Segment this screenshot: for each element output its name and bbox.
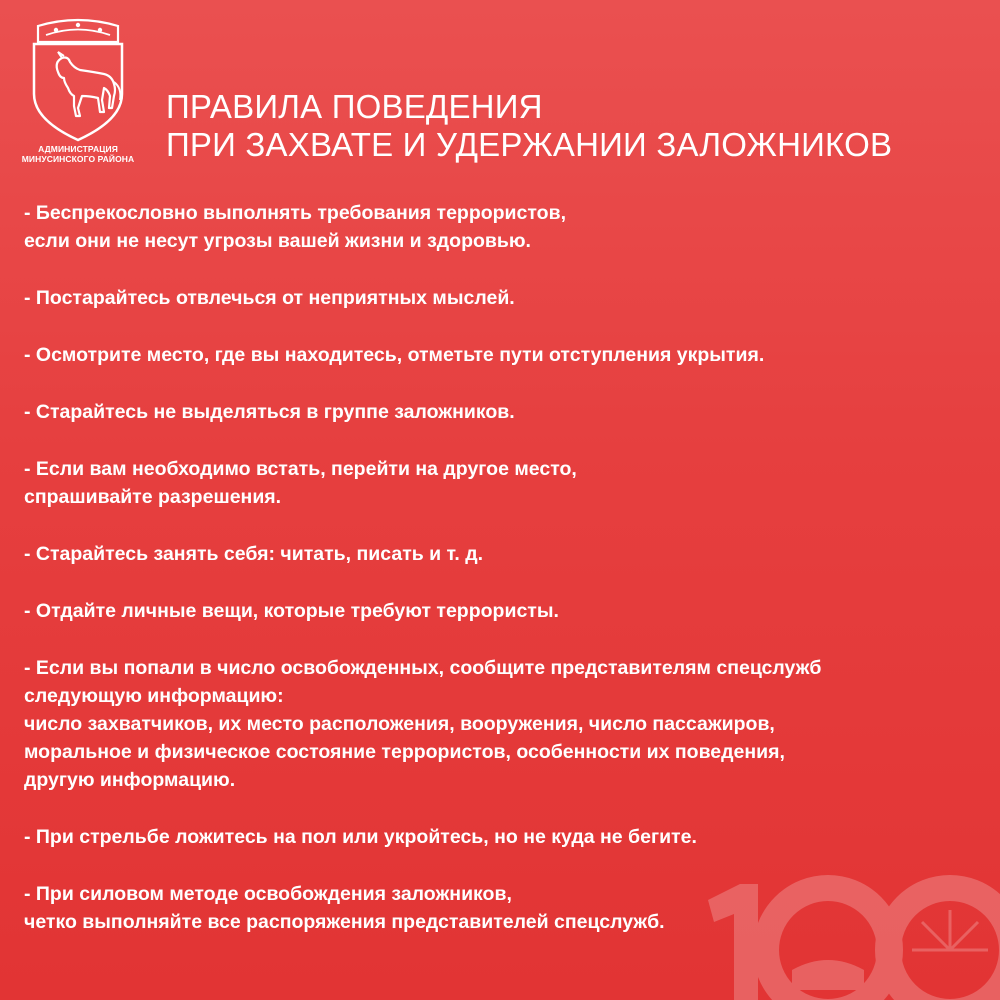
anniversary-100-watermark-icon xyxy=(700,860,1000,1000)
rule-text-line: следующую информацию: xyxy=(24,685,284,707)
rule-text-line: четко выполняйте все распоряжения представителей спецслужб. xyxy=(24,911,665,933)
rule-text-line: другую информацию. xyxy=(24,769,236,791)
rule-text-line: - Если вы попали в число освобожденных, сообщите представителям спецслужб xyxy=(24,657,822,679)
rule-item xyxy=(24,597,996,625)
rules-list xyxy=(24,199,996,965)
rule-text-line: - При стрельбе ложитесь на пол или укройтесь, но не куда не бегите. xyxy=(24,826,697,848)
rule-text-line: - Постарайтесь отвлечься от неприятных мыслей. xyxy=(24,287,515,309)
rule-text-line: - Осмотрите место, где вы находитесь, отметьте пути отступления укрытия. xyxy=(24,344,765,366)
rule-text-line: спрашивайте разрешения. xyxy=(24,486,282,508)
emblem-caption-line1: АДМИНИСТРАЦИЯ xyxy=(38,144,118,154)
rule-item xyxy=(24,398,996,426)
horse-coat-of-arms-icon xyxy=(28,16,128,144)
page-title xyxy=(166,88,892,164)
emblem xyxy=(20,16,136,166)
rule-text-line: - Если вам необходимо встать, перейти на другое место, xyxy=(24,458,577,480)
rule-item xyxy=(24,199,996,255)
page-title-line2: ПРИ ЗАХВАТЕ И УДЕРЖАНИИ ЗАЛОЖНИКОВ xyxy=(166,126,893,163)
rule-text-line: - При силовом методе освобождения заложников, xyxy=(24,883,512,905)
rule-item xyxy=(24,823,996,851)
rule-text-line: если они не несут угрозы вашей жизни и здоровью. xyxy=(24,230,531,252)
rule-text-line: число захватчиков, их место расположения, вооружения, число пассажиров, xyxy=(24,713,775,735)
rule-text-line: - Беспрекословно выполнять требования террористов, xyxy=(24,202,567,224)
rule-item xyxy=(24,654,996,794)
rule-text-line: - Старайтесь занять себя: читать, писать и т. д. xyxy=(24,543,484,565)
rule-item xyxy=(24,284,996,312)
rule-text-line: - Старайтесь не выделяться в группе заложников. xyxy=(24,401,515,423)
rule-text-line: моральное и физическое состояние террористов, особенности их поведения, xyxy=(24,741,785,763)
page-title-line1: ПРАВИЛА ПОВЕДЕНИЯ xyxy=(166,88,543,125)
rule-item xyxy=(24,341,996,369)
emblem-caption-line2: МИНУСИНСКОГО РАЙОНА xyxy=(21,154,135,164)
rule-item xyxy=(24,455,996,511)
rule-text-line: - Отдайте личные вещи, которые требуют террористы. xyxy=(24,600,559,622)
rule-item xyxy=(24,540,996,568)
